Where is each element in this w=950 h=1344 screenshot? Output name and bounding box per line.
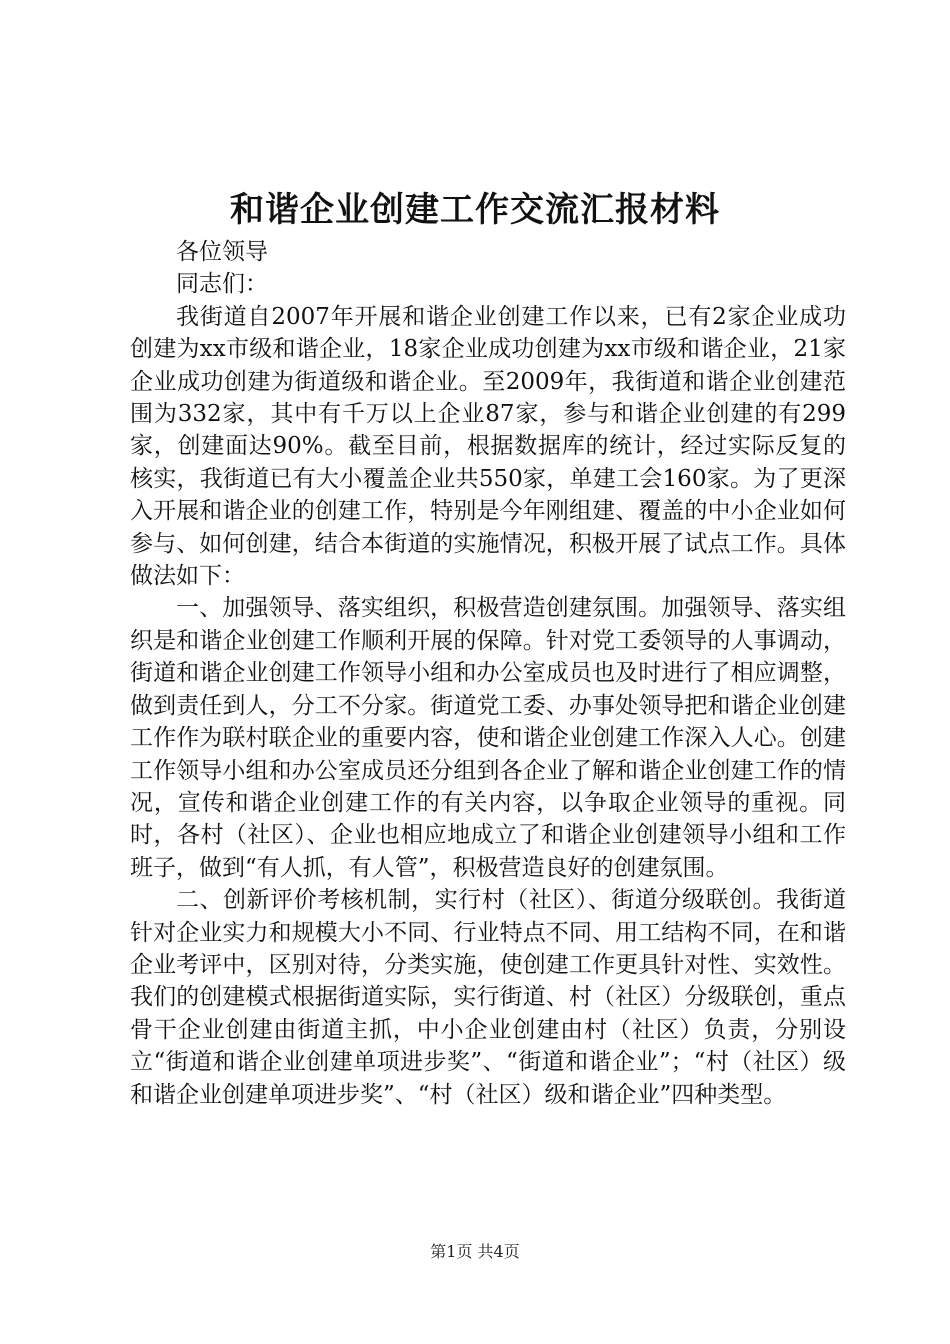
document-body (130, 236, 846, 1111)
paragraph-section-2: 二、创新评价考核机制，实行村（社区）、街道分级联创。我街道针对企业实力和规模大小不同、行业特点不同、用工结构不同，在和谐企业考评中，区别对待，分类实施，使创建工作更具针对性、实效性。我们的创建模式根据街道实际，实行街道、村（社区）分级联创，重点骨干企业创建由街道主抓，中小企业创建由村（社区）负责，分别设立“街道和谐企业创建单项进步奖”、“街道和谐企业”；“村（社区）级和谐企业创建单项进步奖”、“村（社区）级和谐企业”四种类型。 (130, 887, 846, 1108)
page-number-footer: 第1页 共4页 (430, 1242, 520, 1261)
paragraph-intro: 我街道自2007年开展和谐企业创建工作以来，已有2家企业成功创建为xx市级和谐企业，18家企业成功创建为xx市级和谐企业，21家企业成功创建为街道级和谐企业。至2009年，我街道和谐企业创建范围为332家，其中有千万以上企业87家，参与和谐企业创建的有299家，创建面达90%。截至目前，根据数据库的统计，经过实际反复的核实，我街道已有大小覆盖企业共550家，单建工会160家。为了更深入开展和谐企业的创建工作，特别是今年刚组建、覆盖的中小企业如何参与、如何创建，结合本街道的实施情况，积极开展了试点工作。具体做法如下： (130, 303, 846, 590)
paragraph-section-1: 一、加强领导、落实组织，积极营造创建氛围。加强领导、落实组织是和谐企业创建工作顺利开展的保障。针对党工委领导的人事调动，街道和谐企业创建工作领导小组和办公室成员也及时进行了相应调整，做到责任到人，分工不分家。街道党工委、办事处领导把和谐企业创建工作作为联村联企业的重要内容，使和谐企业创建工作深入人心。创建工作领导小组和办公室成员还分组到各企业了解和谐企业创建工作的情况，宣传和谐企业创建工作的有关内容，以争取企业领导的重视。同时，各村（社区）、企业也相应地成立了和谐企业创建领导小组和工作班子，做到“有人抓，有人管”，积极营造良好的创建氛围。 (130, 595, 846, 881)
document-title: 和谐企业创建工作交流汇报材料 (230, 190, 720, 230)
salutation-leaders: 各位领导 (176, 239, 268, 265)
salutation-comrades: 同志们： (176, 271, 268, 298)
